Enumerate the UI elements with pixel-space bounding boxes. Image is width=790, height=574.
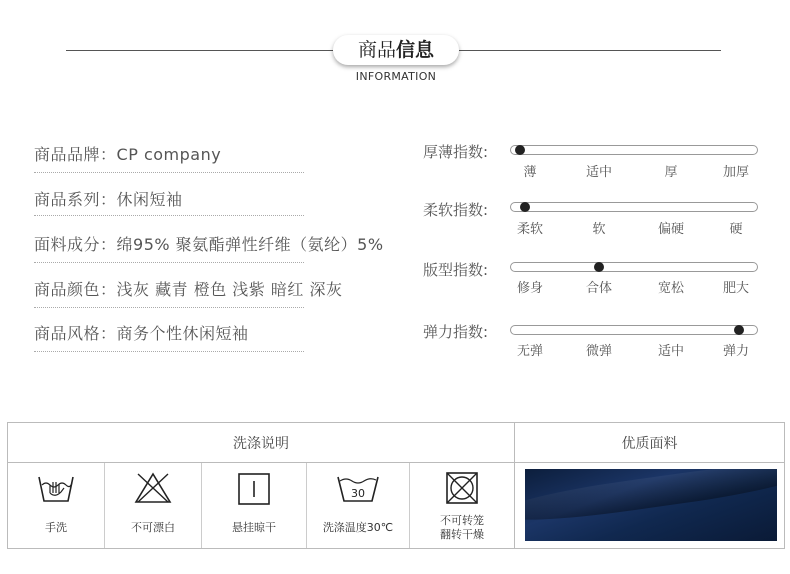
thickness-index-track	[510, 145, 758, 155]
softness-option: 硬	[729, 222, 743, 237]
section-subtitle: INFORMATION	[355, 70, 437, 83]
softness-index-label: 柔软指数:	[423, 201, 489, 219]
svg-text:30: 30	[351, 487, 365, 500]
care-label: 不可转笼 翻转干燥	[440, 514, 484, 541]
fit-index-marker	[594, 262, 604, 272]
care-item-wash-30	[307, 463, 409, 548]
info-row-material: 面料成分：绵95% 聚氨酯弹性纤维（氨纶）5%	[34, 235, 384, 254]
care-item-line-dry	[202, 463, 306, 548]
fabric-swatch-image	[525, 469, 777, 541]
elasticity-option: 无弹	[516, 344, 543, 359]
fit-option: 合体	[585, 281, 612, 296]
thickness-option: 薄	[523, 165, 537, 180]
dotted-divider	[34, 351, 304, 352]
care-item-hand-wash	[8, 463, 104, 548]
thickness-index-marker	[515, 145, 525, 155]
no-tumble-dry-icon	[442, 471, 482, 507]
dotted-divider	[34, 172, 304, 173]
softness-index-track	[510, 202, 758, 212]
thickness-option: 厚	[664, 165, 678, 180]
wash-30-icon	[335, 471, 381, 505]
elasticity-option: 微弹	[585, 344, 612, 359]
fit-option: 肥大	[722, 281, 749, 296]
softness-option: 偏硬	[657, 222, 684, 237]
care-label: 悬挂晾干	[232, 521, 276, 534]
dotted-divider	[34, 262, 304, 263]
care-and-fabric-table	[7, 422, 785, 549]
care-label: 手洗	[45, 521, 67, 534]
fit-option: 宽松	[657, 281, 684, 296]
care-label: 不可漂白	[131, 521, 175, 534]
fit-index-track	[510, 262, 758, 272]
info-row-color: 商品颜色：浅灰 藏青 橙色 浅紫 暗红 深灰	[34, 280, 343, 299]
care-item-no-tumble-dry	[410, 463, 514, 548]
fit-option: 修身	[516, 281, 543, 296]
thickness-index-label: 厚薄指数:	[423, 143, 489, 161]
thickness-option: 适中	[585, 165, 612, 180]
no-bleach-icon	[133, 471, 173, 505]
elasticity-index-marker	[734, 325, 744, 335]
care-label: 洗涤温度30℃	[322, 521, 394, 534]
fit-index-label: 版型指数:	[423, 261, 489, 279]
dotted-divider	[34, 307, 304, 308]
elasticity-index-track	[510, 325, 758, 335]
header-rule-left	[66, 50, 333, 51]
line-dry-icon	[234, 471, 274, 507]
thickness-option: 加厚	[722, 165, 749, 180]
softness-option: 柔软	[516, 222, 543, 237]
dotted-divider	[34, 215, 304, 216]
info-row-style: 商品风格：商务个性休闲短袖	[34, 324, 249, 343]
elasticity-index-label: 弹力指数:	[423, 323, 489, 341]
header-rule-right	[459, 50, 721, 51]
softness-option: 软	[592, 222, 606, 237]
fabric-fold-shading	[525, 469, 777, 528]
softness-index-marker	[520, 202, 530, 212]
section-title: 商品信息	[357, 39, 435, 61]
fabric-heading: 优质面料	[621, 436, 678, 452]
care-heading: 洗涤说明	[233, 436, 289, 452]
hand-wash-icon	[36, 471, 76, 505]
care-item-no-bleach	[105, 463, 201, 548]
info-row-series: 商品系列：休闲短袖	[34, 190, 183, 209]
elasticity-option: 适中	[657, 344, 684, 359]
elasticity-option: 弹力	[722, 344, 749, 359]
info-row-brand: 商品品牌：CP company	[34, 145, 222, 164]
